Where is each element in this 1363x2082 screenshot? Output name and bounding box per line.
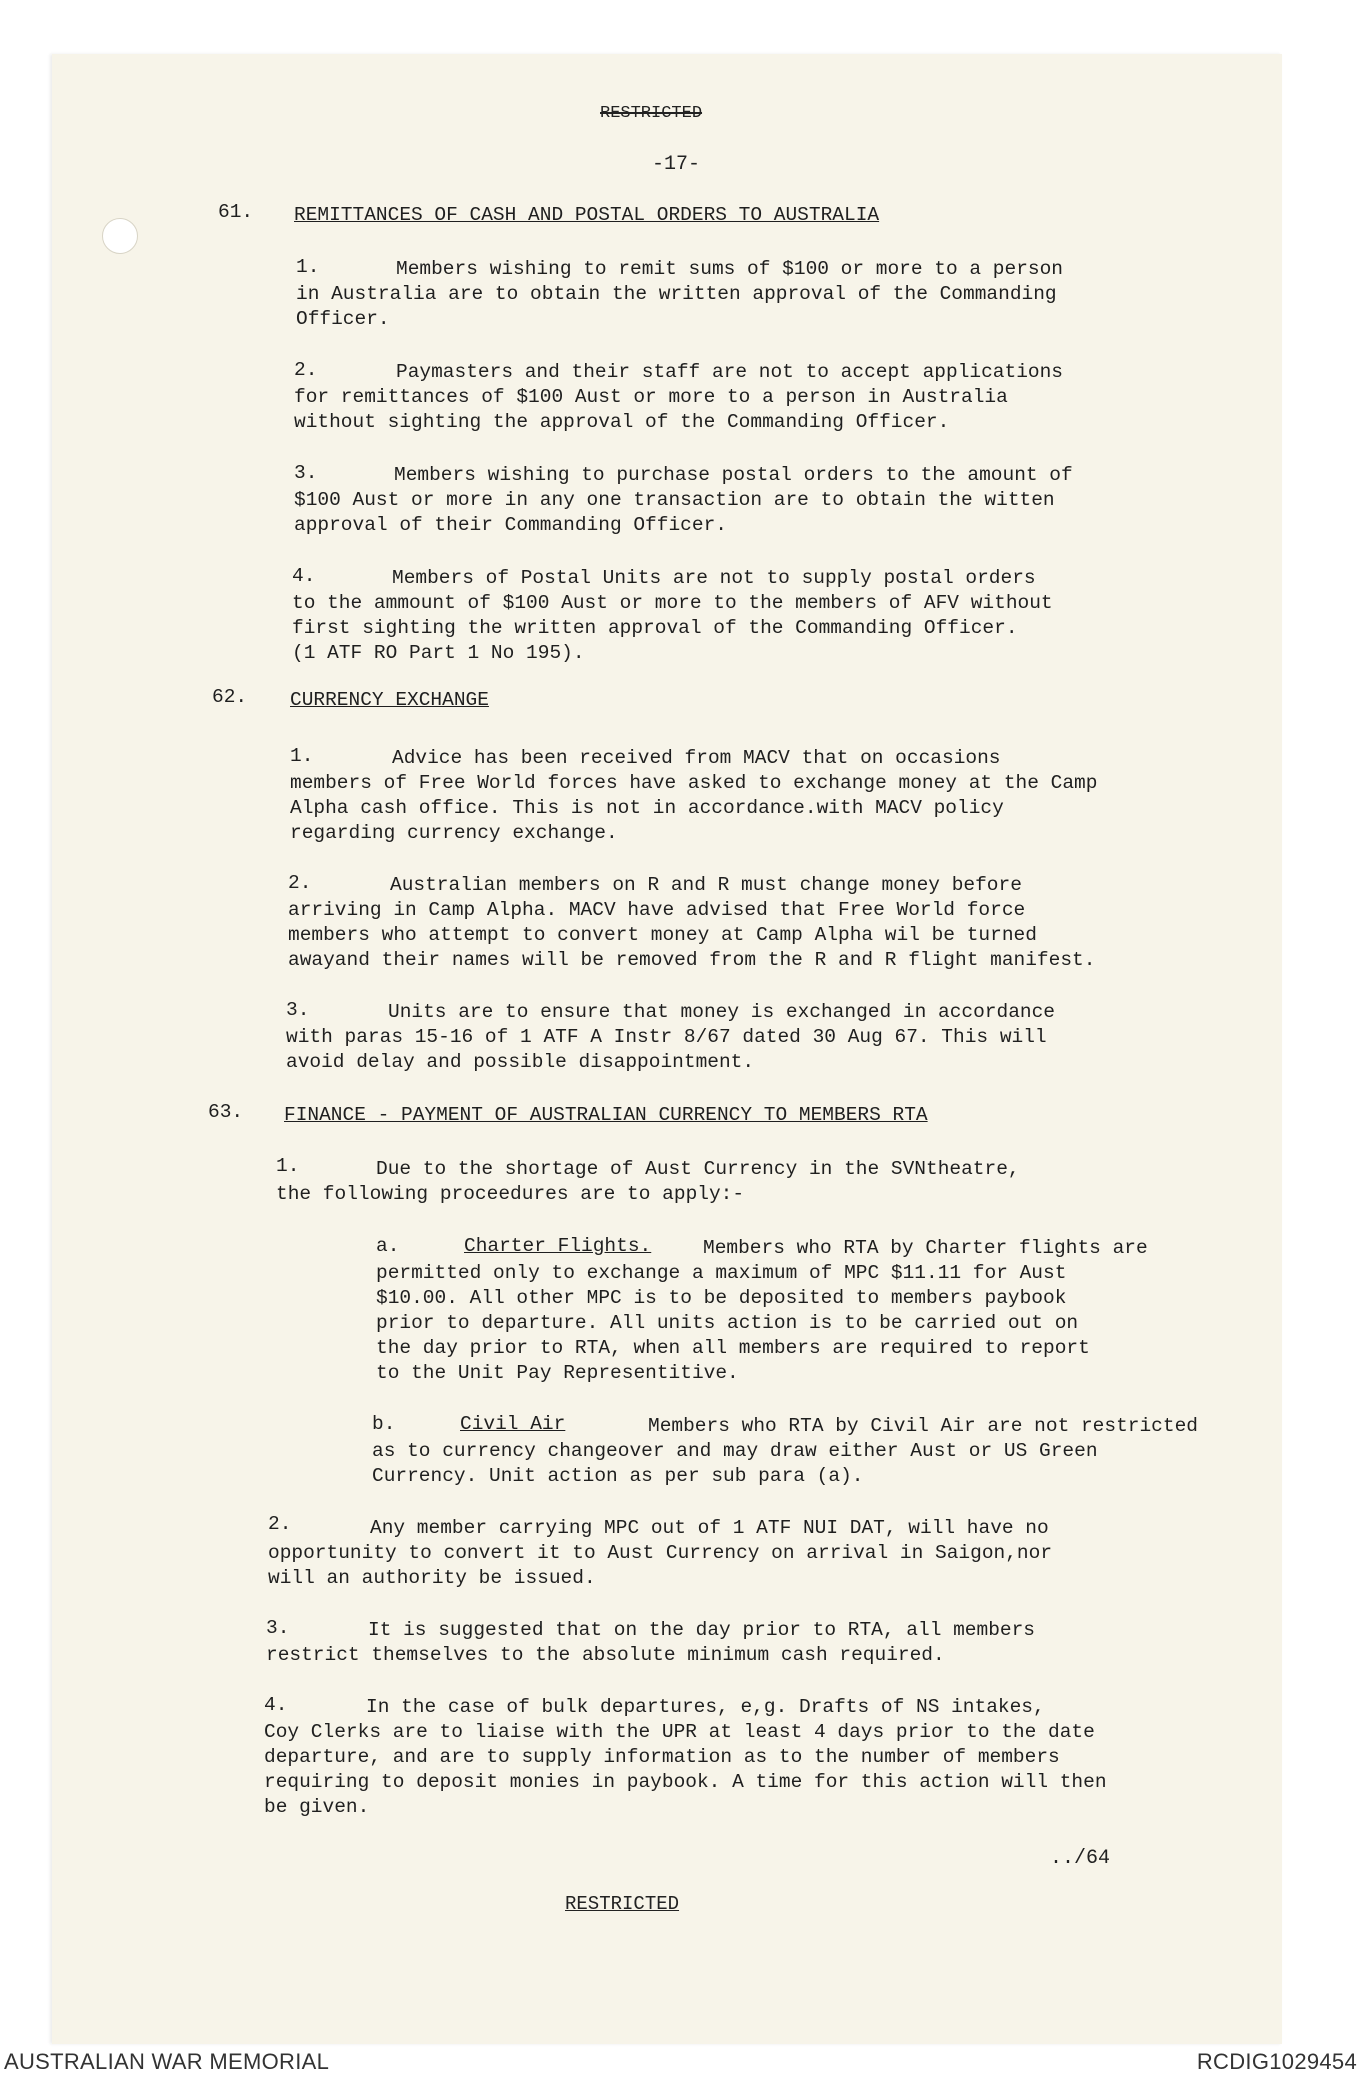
paragraph-line: Units are to ensure that money is exchanged in accordance (388, 1001, 1056, 1023)
paragraph-number: 2. (268, 1513, 292, 1535)
section-number: 61. (218, 201, 254, 223)
paragraph-line: Paymasters and their staff are not to accept applications (396, 361, 1064, 383)
continuation-marker: ../64 (1050, 1847, 1111, 1870)
paragraph-line: Alpha cash office. This is not in accordance.with MACV policy (290, 797, 1004, 819)
paragraph-line: (1 ATF RO Part 1 No 195). (292, 642, 585, 664)
paragraph-number: 1. (296, 256, 320, 278)
paragraph-line: regarding currency exchange. (290, 822, 618, 844)
paragraph-line: Members wishing to remit sums of $100 or more to a person (396, 258, 1064, 280)
paragraph-line: awayand their names will be removed from the R and R flight manifest. (288, 949, 1096, 971)
section-title: FINANCE - PAYMENT OF AUSTRALIAN CURRENCY TO MEMBERS RTA (284, 1104, 928, 1126)
subparagraph-letter: b. (372, 1413, 396, 1435)
paragraph-line: Members who RTA by Civil Air are not restricted (648, 1415, 1198, 1437)
archive-reference: RCDIG1029454 (1196, 2049, 1357, 2074)
paragraph-line: members who attempt to convert money at Camp Alpha wil be turned (288, 924, 1037, 946)
paragraph-line: arriving in Camp Alpha. MACV have advised that Free World force (288, 899, 1026, 921)
paragraph-line: It is suggested that on the day prior to RTA, all members (368, 1619, 1036, 1641)
paragraph-line: avoid delay and possible disappointment. (286, 1051, 755, 1073)
paragraph-line: the following proceedures are to apply:- (276, 1183, 745, 1205)
section-title: REMITTANCES OF CASH AND POSTAL ORDERS TO AUSTRALIA (294, 204, 880, 226)
paragraph-line: with paras 15-16 of 1 ATF A Instr 8/67 dated 30 Aug 67. This will (286, 1026, 1047, 1048)
paragraph-number: 3. (286, 999, 310, 1021)
paragraph-line: Currency. Unit action as per sub para (a). (372, 1465, 864, 1487)
paragraph-number: 1. (290, 745, 314, 767)
paragraph-line: will an authority be issued. (268, 1567, 596, 1589)
paragraph-line: for remittances of $100 Aust or more to a person in Australia (294, 386, 1008, 408)
paragraph-number: 3. (266, 1617, 290, 1639)
paragraph-line: approval of their Commanding Officer. (294, 514, 727, 536)
page-number: -17- (652, 153, 701, 176)
paragraph-line: $10.00. All other MPC is to be deposited to members paybook (376, 1287, 1067, 1309)
subparagraph-letter: a. (376, 1235, 400, 1257)
paragraph-line: as to currency changeover and may draw either Aust or US Green (372, 1440, 1098, 1462)
paragraph-number: 4. (292, 565, 316, 587)
paragraph-line: Advice has been received from MACV that on occasions (392, 747, 1001, 769)
paragraph-line: In the case of bulk departures, e,g. Drafts of NS intakes, (366, 1696, 1045, 1718)
paragraph-line: without sighting the approval of the Commanding Officer. (294, 411, 950, 433)
paragraph-number: 1. (276, 1155, 300, 1177)
paragraph-line: permitted only to exchange a maximum of MPC $11.11 for Aust (376, 1262, 1067, 1284)
subparagraph-heading: Civil Air (460, 1413, 566, 1435)
section-number: 62. (212, 686, 248, 708)
punch-hole (102, 218, 138, 254)
paragraph-line: Due to the shortage of Aust Currency in the SVNtheatre, (376, 1158, 1020, 1180)
paragraph-line: in Australia are to obtain the written approval of the Commanding (296, 283, 1057, 305)
subparagraph-heading: Charter Flights. (464, 1235, 652, 1257)
paragraph-line: Any member carrying MPC out of 1 ATF NUI DAT, will have no (370, 1517, 1049, 1539)
paragraph-number: 4. (264, 1694, 288, 1716)
paragraph-line: prior to departure. All units action is to be carried out on (376, 1312, 1079, 1334)
section-title: CURRENCY EXCHANGE (290, 689, 489, 711)
paragraph-line: restrict themselves to the absolute minimum cash required. (266, 1644, 945, 1666)
paragraph-line: Australian members on R and R must change money before (390, 874, 1022, 896)
paragraph-line: members of Free World forces have asked to exchange money at the Camp (290, 772, 1098, 794)
paragraph-line: requiring to deposit monies in paybook. A time for this action will then (264, 1771, 1107, 1793)
paragraph-line: first sighting the written approval of the Commanding Officer. (292, 617, 1018, 639)
paragraph-line: Members who RTA by Charter flights are (703, 1237, 1148, 1259)
paragraph-line: departure, and are to supply information as to the number of members (264, 1746, 1060, 1768)
paragraph-line: to the Unit Pay Representitive. (376, 1362, 739, 1384)
paragraph-number: 2. (294, 359, 318, 381)
archive-credit: AUSTRALIAN WAR MEMORIAL (4, 2049, 330, 2074)
paragraph-line: $100 Aust or more in any one transaction are to obtain the witten (294, 489, 1055, 511)
paragraph-line: opportunity to convert it to Aust Currency on arrival in Saigon,nor (268, 1542, 1053, 1564)
paragraph-line: to the ammount of $100 Aust or more to the members of AFV without (292, 592, 1053, 614)
paragraph-line: Members wishing to purchase postal orders to the amount of (394, 464, 1073, 486)
paragraph-line: Officer. (296, 308, 390, 330)
paragraph-line: Coy Clerks are to liaise with the UPR at least 4 days prior to the date (264, 1721, 1095, 1743)
footer-restricted-stamp: RESTRICTED (565, 1893, 680, 1915)
header-restricted-stamp: RESTRICTED (600, 104, 703, 123)
paragraph-number: 2. (288, 872, 312, 894)
paragraph-number: 3. (294, 462, 318, 484)
paragraph-line: Members of Postal Units are not to supply postal orders (392, 567, 1036, 589)
section-number: 63. (208, 1101, 244, 1123)
paragraph-line: the day prior to RTA, when all members are required to report (376, 1337, 1090, 1359)
paragraph-line: be given. (264, 1796, 370, 1818)
